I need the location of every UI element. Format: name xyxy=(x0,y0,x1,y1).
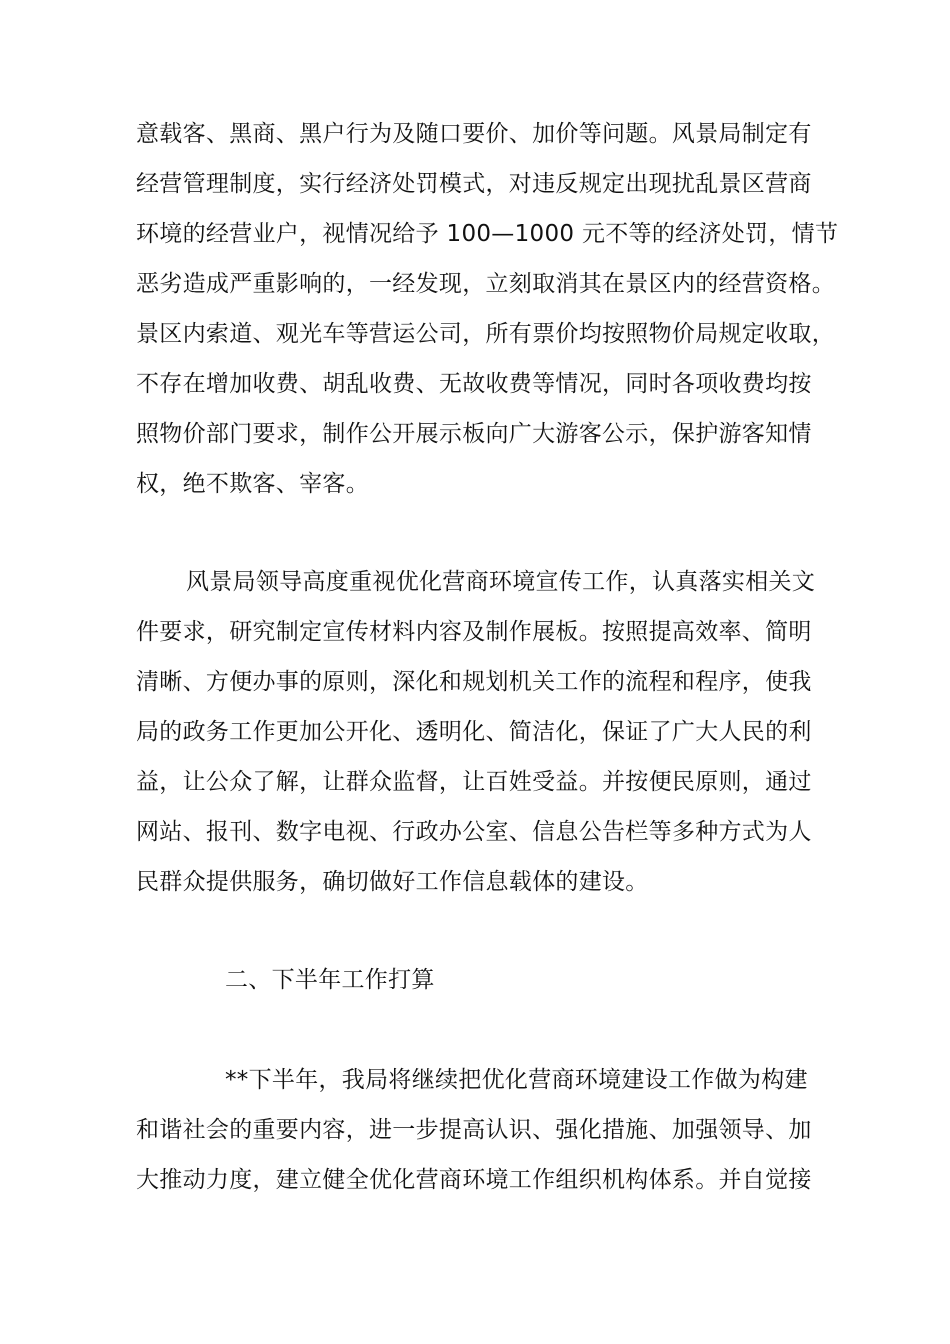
paragraph-2-line: 网站、报刊、数字电视、行政办公室、信息公告栏等多种方式为人 xyxy=(136,819,812,845)
paragraph-1-line: 恶劣造成严重影响的，一经发现，立刻取消其在景区内的经营资格。 xyxy=(136,271,835,297)
paragraph-1-line: 经营管理制度，实行经济处罚模式，对违反规定出现扰乱景区营商 xyxy=(136,171,812,197)
paragraph-3-line: 和谐社会的重要内容，进一步提高认识、强化措施、加强领导、加 xyxy=(136,1117,812,1143)
paragraph-2-line: 益，让公众了解，让群众监督，让百姓受益。并按便民原则，通过 xyxy=(136,769,812,795)
paragraph-2-line: 清晰、方便办事的原则，深化和规划机关工作的流程和程序，使我 xyxy=(136,669,812,695)
paragraph-3-line: **下半年，我局将继续把优化营商环境建设工作做为构建 xyxy=(225,1067,808,1093)
paragraph-1-line: 意载客、黑商、黑户行为及随口要价、加价等问题。风景局制定有 xyxy=(136,121,812,147)
paragraph-2-line: 局的政务工作更加公开化、透明化、简洁化，保证了广大人民的利 xyxy=(136,719,812,745)
paragraph-1-line: 照物价部门要求，制作公开展示板向广大游客公示，保护游客知情 xyxy=(136,421,812,447)
paragraph-2-line: 件要求，研究制定宣传材料内容及制作展板。按照提高效率、简明 xyxy=(136,619,812,645)
paragraph-1-line: 环境的经营业户，视情况给予 100—1000 元不等的经济处罚，情节 xyxy=(136,221,839,247)
paragraph-2-line: 民群众提供服务，确切做好工作信息载体的建设。 xyxy=(136,869,649,895)
paragraph-1-line: 不存在增加收费、胡乱收费、无故收费等情况，同时各项收费均按 xyxy=(136,371,812,397)
paragraph-1-line: 权，绝不欺客、宰客。 xyxy=(136,471,369,497)
section-heading: 二、下半年工作打算 xyxy=(225,967,435,993)
paragraph-3-line: 大推动力度，建立健全优化营商环境工作组织机构体系。并自觉接 xyxy=(136,1167,812,1193)
paragraph-2-line: 风景局领导高度重视优化营商环境宣传工作，认真落实相关文 xyxy=(186,569,816,595)
paragraph-1-line: 景区内索道、观光车等营运公司，所有票价均按照物价局规定收取， xyxy=(136,321,835,347)
